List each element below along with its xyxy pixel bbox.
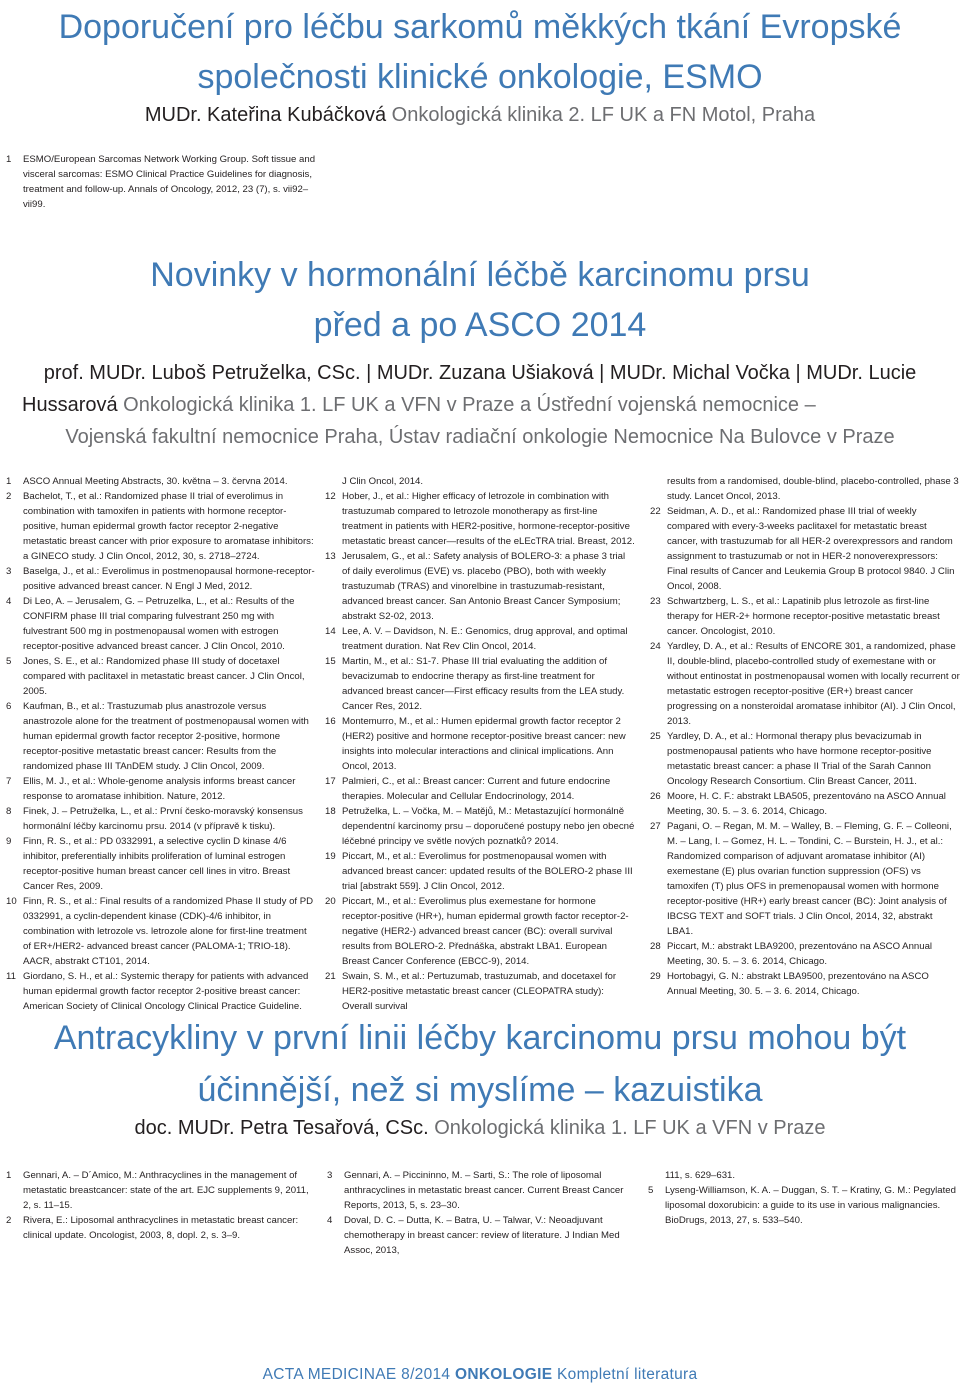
reference-number: 3: [6, 566, 12, 577]
section2-references-col2: [325, 474, 635, 1014]
reference-number: 4: [6, 596, 12, 607]
reference-number: 20: [325, 896, 336, 907]
reference-text: Rivera, E.: Liposomal anthracyclines in metastatic breast cancer: clinical update. Oncologist, 2003, 8, dopl. 2, s. 3–9.: [23, 1215, 299, 1241]
reference-text: Lyseng-Williamson, K. A. – Duggan, S. T. – Kratiny, G. M.: Pegylated liposomal doxorubicin: a guide to its use in various malignancies. BioDrugs, 2013, 27, s. 533–540.: [665, 1185, 956, 1226]
reference-number: 18: [325, 806, 336, 817]
reference-number: 29: [650, 971, 661, 982]
reference-item: [650, 789, 960, 819]
section3-title-line1: Antracykliny v první linii léčby karcinomu prsu mohou být: [53, 1019, 907, 1057]
reference-text: Gennari, A. – D´Amico, M.: Anthracyclines in the management of metastatic breastcancer: state of the art. EJC supplements 9, 2011, 2, s. 11–15.: [23, 1170, 309, 1211]
reference-item: [6, 564, 316, 594]
reference-item: [325, 774, 635, 804]
reference-number: 1: [6, 1170, 12, 1181]
reference-number: 25: [650, 731, 661, 742]
reference-text: Martin, M., et al.: S1-7. Phase III trial evaluating the addition of bevacizumab to endocrine therapy as first-line treatment for advanced breast cancer—First efficacy results from the LEA study. Cancer Res, 2012.: [342, 656, 625, 712]
reference-item: [325, 549, 635, 624]
section3-title-line2: účinnější, než si myslíme – kazuistika: [197, 1071, 763, 1109]
reference-number: 5: [6, 656, 12, 667]
reference-number: 17: [325, 776, 336, 787]
reference-item: [327, 1213, 637, 1258]
reference-text: Palmieri, C., et al.: Breast cancer: Current and future endocrine therapies. Molecular and Cellular Endocrinology, 2014.: [342, 776, 611, 802]
reference-text: Giordano, S. H., et al.: Systemic therapy for patients with advanced human epidermal growth factor receptor 2-positive breast cancer: American Society of Clinical Oncology Clinical Practice Guideline.: [23, 971, 309, 1012]
section3-institution: Onkologická klinika 1. LF UK a VFN v Praze: [434, 1117, 826, 1139]
reference-list: [650, 474, 960, 999]
reference-text: ESMO/European Sarcomas Network Working Group. Soft tissue and visceral sarcomas: ESMO Clinical Practice Guidelines for diagnosis, treatment and follow-up. Annals of Oncology, 2012, 23 (7), s. vii92–vii99.: [23, 154, 316, 210]
reference-item: [325, 474, 635, 489]
reference-text: Moore, H. C. F.: abstrakt LBA505, prezentováno na ASCO Annual Meeting, 30. 5. – 3. 6. 2014, Chicago.: [667, 791, 946, 817]
reference-item: [325, 624, 635, 654]
reference-item: [6, 1213, 316, 1243]
reference-item: [6, 594, 316, 654]
reference-number: 2: [6, 491, 12, 502]
reference-text: Jones, S. E., et al.: Randomized phase III study of docetaxel compared with paclitaxel in metastatic breast cancer. J Clin Oncol, 2005.: [23, 656, 305, 697]
reference-text: Piccart, M., et al.: Everolimus plus exemestane for hormone receptor-positive (HR+), human epidermal growth factor receptor-2-negative (HER2-) advanced breast cancer (BC): overall survival results from BOLERO-2. Přednáška, abstrakt LBA1. European Breast Cancer Conference (EBCC-9), 2014.: [342, 896, 629, 967]
reference-item: [327, 1168, 637, 1213]
reference-item: [650, 594, 960, 639]
reference-item: [6, 804, 316, 834]
section2-title: [0, 250, 960, 350]
section1-institution: Onkologická klinika 2. LF UK a FN Motol, Praha: [391, 104, 816, 126]
reference-text: Hortobagyi, G. N.: abstrakt LBA9500, prezentováno na ASCO Annual Meeting, 30. 5. – 3. 6. 2014, Chicago.: [667, 971, 929, 997]
reference-item: [6, 1168, 316, 1213]
reference-text: 111, s. 629–631.: [665, 1170, 736, 1181]
reference-list: [325, 474, 635, 1014]
reference-number: 23: [650, 596, 661, 607]
reference-item: [325, 804, 635, 849]
reference-text: Baselga, J., et al.: Everolimus in postmenopausal hormone-receptor-positive advanced breast cancer. N Engl J Med, 2012.: [23, 566, 315, 592]
reference-text: Swain, S. M., et al.: Pertuzumab, trastuzumab, and docetaxel for HER2-positive metastatic breast cancer (CLEOPATRA study): Overall survival: [342, 971, 617, 1012]
reference-text: Seidman, A. D., et al.: Randomized phase III trial of weekly compared with every-3-weeks paclitaxel for metastatic breast cancer, with trastuzumab for all HER-2 overexpressors and random assignment to trastuzumab or not in HER-2 nonoverexpressors: Final results of Cancer and Leukemia Group B protocol 9840. J Clin Oncol, 2008.: [667, 506, 955, 592]
section2-references-col1: [6, 474, 316, 1014]
reference-item: [325, 894, 635, 969]
reference-item: [650, 504, 960, 594]
reference-number: 21: [325, 971, 336, 982]
reference-item: [650, 639, 960, 729]
section2-references-col3: [650, 474, 960, 999]
reference-item: [6, 699, 316, 774]
section2-authors: prof. MUDr. Luboš Petruželka, CSc. | MUDr. Zuzana Ušiaková | MUDr. Michal Vočka | MUDr. Lucie: [43, 362, 917, 384]
reference-number: 22: [650, 506, 661, 517]
reference-item: [325, 849, 635, 894]
reference-text: Di Leo, A. – Jerusalem, G. – Petruzelka, L., et al.: Results of the CONFIRM phase III trial comparing fulvestrant 250 mg with fulvestrant 500 mg in postmenopausal women with estrogen receptor-positive advanced breast cancer. J Clin Oncol, 2010.: [23, 596, 295, 652]
reference-list: [6, 474, 316, 1014]
reference-item: [6, 654, 316, 699]
section1-author: MUDr. Kateřina Kubáčková: [144, 104, 387, 126]
footer-section: ONKOLOGIE: [454, 1366, 553, 1383]
reference-list: [648, 1168, 960, 1228]
reference-list: [327, 1168, 637, 1258]
reference-text: Doval, D. C. – Dutta, K. – Batra, U. – Talwar, V.: Neoadjuvant chemotherapy in breast cancer: review of literature. J Indian Med Assoc, 2013,: [344, 1215, 620, 1256]
section2-institution2: Vojenská fakultní nemocnice Praha, Ústav radiační onkologie Nemocnice Na Bulovce v Praze: [65, 426, 895, 448]
reference-number: 28: [650, 941, 661, 952]
reference-item: [325, 714, 635, 774]
section3-references-col1: [6, 1168, 316, 1243]
reference-number: 11: [6, 971, 16, 982]
reference-number: 26: [650, 791, 661, 802]
reference-number: 8: [6, 806, 12, 817]
reference-item: [650, 819, 960, 939]
reference-text: Schwartzberg, L. S., et al.: Lapatinib plus letrozole as first-line therapy for HER-2+ hormone receptor-positive metastatic breast cancer. Oncologist, 2010.: [667, 596, 940, 637]
reference-text: ASCO Annual Meeting Abstracts, 30. května – 3. června 2014.: [23, 476, 288, 487]
reference-number: 10: [6, 896, 17, 907]
reference-item: [325, 969, 635, 1014]
reference-item: [6, 152, 316, 212]
page-footer: [0, 1366, 960, 1384]
section3-references-col2: [327, 1168, 637, 1258]
reference-item: [325, 654, 635, 714]
reference-number: 12: [325, 491, 336, 502]
section3-title: [0, 1012, 960, 1116]
reference-item: [648, 1168, 960, 1183]
reference-text: Montemurro, M., et al.: Humen epidermal growth factor receptor 2 (HER2) positive and hormone receptor-positive breast cancer: new insights into molecular interactions and clinical implications. Ann Oncol, 2013.: [342, 716, 626, 772]
section2-title-line2: před a po ASCO 2014: [313, 306, 647, 344]
reference-number: 1: [6, 476, 12, 487]
reference-text: results from a randomised, double-blind, placebo-controlled, phase 3 study. Lancet Oncol, 2013.: [667, 476, 959, 502]
reference-item: [6, 894, 316, 969]
reference-item: [325, 489, 635, 549]
reference-number: 4: [327, 1215, 333, 1226]
reference-number: 15: [325, 656, 336, 667]
reference-number: 16: [325, 716, 336, 727]
reference-list: [6, 152, 316, 212]
reference-number: 13: [325, 551, 336, 562]
reference-item: [6, 969, 316, 1014]
reference-text: Jerusalem, G., et al.: Safety analysis of BOLERO-3: a phase 3 trial of daily everolimus (EVE) vs. placebo (PBO), both with weekly trastuzumab (TRAS) and vinorelbine in trastuzumab-resistant, advanced breast cancer. San Antonio Breast Cancer Symposium; abstrakt S2-02, 2013.: [342, 551, 626, 622]
section3-references-col3: [648, 1168, 960, 1228]
reference-item: [650, 474, 960, 504]
reference-number: 19: [325, 851, 336, 862]
section3-author-line: [0, 1112, 960, 1144]
reference-text: Yardley, D. A., et al.: Hormonal therapy plus bevacizumab in postmenopausal patients who have hormone receptor-positive metastatic breast cancer: a phase II Trial of the Sarah Cannon Oncology Research Consortium. Clin Breast Cancer, 2011.: [667, 731, 932, 787]
reference-text: Finn, R. S., et al.: Final results of a randomized Phase II study of PD 0332991, a cyclin-dependent kinase (CDK)-4/6 inhibitor, in combination with letrozole vs. letrozole alone for first-line treatment of ER+/HER2- advanced breast cancer (PALOMA-1; TRIO-18). AACR, abstrakt CT101, 2014.: [23, 896, 314, 967]
reference-text: Bachelot, T., et al.: Randomized phase II trial of everolimus in combination with tamoxifen in patients with hormone receptor-positive, human epidermal growth factor receptor 2-negative metastatic breast cancer with prior exposure to aromatase inhibitors: a GINECO study. J Clin Oncol, 2012, 30, s. 2718–2724.: [23, 491, 314, 562]
reference-text: J Clin Oncol, 2014.: [342, 476, 424, 487]
reference-number: 27: [650, 821, 661, 832]
reference-text: Piccart, M.: abstrakt LBA9200, prezentováno na ASCO Annual Meeting, 30. 5. – 3. 6. 2014, Chicago.: [667, 941, 933, 967]
section2-institution1: Onkologická klinika 1. LF UK a VFN v Praze a Ústřední vojenská nemocnice –: [123, 394, 816, 416]
reference-text: Ellis, M. J., et al.: Whole-genome analysis informs breast cancer response to aromatase inhibition. Nature, 2012.: [23, 776, 296, 802]
section1-references: [6, 152, 316, 212]
reference-text: Piccart, M., et al.: Everolimus for postmenopausal women with advanced breast cancer: updated results of the BOLERO-2 phase III trial [abstrakt 559]. J Clin Oncol, 2012.: [342, 851, 633, 892]
reference-number: 7: [6, 776, 12, 787]
reference-item: [6, 474, 316, 489]
reference-item: [650, 729, 960, 789]
reference-number: 1: [6, 154, 12, 165]
reference-text: Pagani, O. – Regan, M. M. – Walley, B. – Fleming, G. F. – Colleoni, M. – Lang, I. – Gomez, H. L. – Tondini, C. – Burstein, H. J., et al.: Randomized comparison of adjuvant aromatase inhibitor (AI) exemestane (E) plus ovarian function suppression (OFS) vs tamoxifen (T) plus OFS in premenopausal women with hormone receptor-positive (HR+) early breast cancer (BC): Joint analysis of IBCSG TEXT and SOFT trials. J Clin Oncol, 2014, 32, abstrakt LBA1.: [667, 821, 952, 937]
section3-author: doc. MUDr. Petra Tesařová, CSc.: [134, 1117, 429, 1139]
reference-text: Hober, J., et al.: Higher efficacy of letrozole in combination with trastuzumab compared to letrozole monotherapy as first-line treatment in patients with HER2-positive, hormone-receptor-positive metastatic breast cancer—results of the eLEcTRA trial. Breast, 2012.: [342, 491, 635, 547]
section1-title-line1: Doporučení pro léčbu sarkomů měkkých tkání Evropské: [58, 8, 902, 46]
reference-item: [6, 834, 316, 894]
section2-author-block: [22, 357, 938, 453]
reference-number: 6: [6, 701, 12, 712]
reference-text: Yardley, D. A., et al.: Results of ENCORE 301, a randomized, phase II, double-blind, placebo-controlled study of exemestane with or without entinostat in postmenopausal women with locally recurrent or metastatic estrogen receptor-positive (ER+) breast cancer progressing on a nonsteroidal aromatase inhibitor (AI). J Clin Oncol, 2013.: [667, 641, 960, 727]
reference-number: 3: [327, 1170, 333, 1181]
reference-text: Finn, R. S., et al.: PD 0332991, a selective cyclin D kinase 4/6 inhibitor, preferentially inhibits proliferation of luminal estrogen receptor-positive human breast cancer cell lines in vitro. Breast Cancer Res, 2009.: [23, 836, 291, 892]
reference-list: [6, 1168, 316, 1243]
footer-journal: ACTA MEDICINAE 8/2014: [262, 1366, 451, 1383]
reference-number: 5: [648, 1185, 654, 1196]
section1-author-line: [0, 99, 960, 131]
reference-text: Gennari, A. – Piccininno, M. – Sarti, S.: The role of liposomal anthracyclines in metastatic breast cancer. Current Breast Cancer Reports, 2013, 5, s. 23–30.: [344, 1170, 624, 1211]
section1-title: [0, 2, 960, 102]
reference-number: 9: [6, 836, 12, 847]
reference-number: 24: [650, 641, 661, 652]
reference-text: Lee, A. V. – Davidson, N. E.: Genomics, drug approval, and optimal treatment duration. Nat Rev Clin Oncol, 2014.: [342, 626, 628, 652]
section2-title-line1: Novinky v hormonální léčbě karcinomu prsu: [150, 256, 810, 294]
reference-text: Petruželka, L. – Vočka, M. – Matějů, M.: Metastazující hormonálně dependentní karcinomy prsu – doporučené postupy nebo jen obecné léčebné principy ve světle nových poznatků? 2014.: [342, 806, 635, 847]
footer-subtitle: Kompletní literatura: [557, 1366, 698, 1383]
section2-authors-line2: Hussarová: [22, 394, 118, 416]
reference-number: 2: [6, 1215, 12, 1226]
reference-item: [6, 489, 316, 564]
reference-text: Kaufman, B., et al.: Trastuzumab plus anastrozole versus anastrozole alone for the treatment of postmenopausal women with human epidermal growth factor receptor 2-positive, hormone receptor-positive metastatic breast cancer: Results from the randomized phase III TAnDEM study. J Clin Oncol, 2009.: [23, 701, 309, 772]
reference-item: [6, 774, 316, 804]
reference-text: Finek, J. – Petruželka, L., et al.: První česko-moravský konsensus hormonální léčby karcinomu prsu. 2014 (v přípravě k tisku).: [23, 806, 303, 832]
reference-item: [648, 1183, 960, 1228]
section1-title-line2: společnosti klinické onkologie, ESMO: [197, 58, 763, 96]
reference-item: [650, 969, 960, 999]
reference-item: [650, 939, 960, 969]
reference-number: 14: [325, 626, 336, 637]
